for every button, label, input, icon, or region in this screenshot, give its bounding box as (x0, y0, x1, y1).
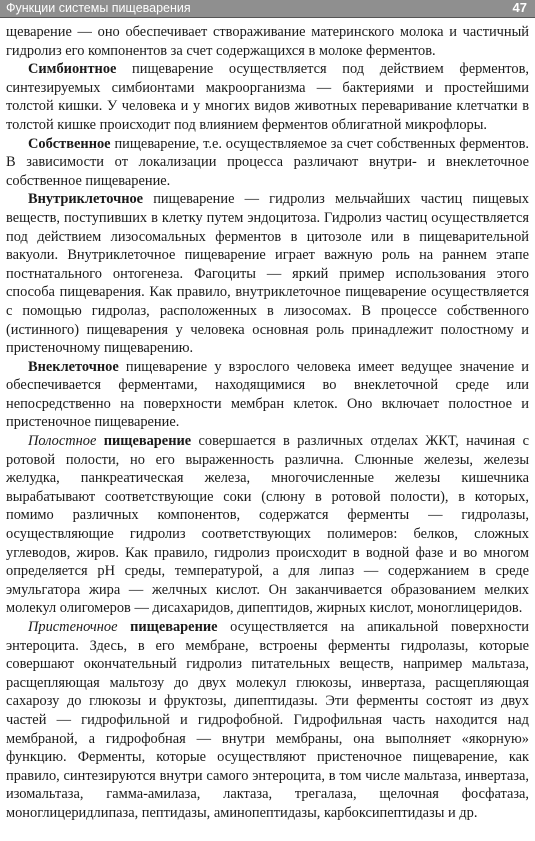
paragraph-intracellular (6, 190, 529, 357)
paragraph-parietal (6, 618, 529, 823)
running-header (0, 0, 535, 18)
paragraph-text: пищеварение, т.е. осуществляемое за счет собственных ферментов. В зависимости от локализации процесса различают внутри- и внеклеточное собственное пищеварение. (6, 135, 529, 189)
term-cavity: Полостное (28, 433, 97, 450)
paragraph-text: пищеварение у взрослого человека имеет ведущее значение и обеспечивается ферментами, находящимися во внеклеточной среде или непосредственно на поверхности мембран клеток. Оно включает полостное и пристеночное пищеварение. (6, 358, 529, 431)
term-extracellular: Внеклеточное (28, 358, 119, 375)
paragraph-text: пищеварение осуществляется под действием ферментов, синтезируемых симбионтами макроорганизма — бактериями и простейшими толстой кишки. У человека и у многих видов животных переваривание клетчатки в толстой кишке происходит под влиянием ферментов облигатной микрофлоры. (6, 61, 529, 133)
paragraph-text: пищеварение — гидролиз мельчайших частиц пищевых веществ, поступивших в клетку путем эндоцитоза. Гидролиз частиц осуществляется под действием лизосомальных ферментов в цитозоле или в пищеварительной вакуоли. Внутриклеточное пищеварение играет важную роль на раннем этапе постнатального онтогенеза. Фагоциты — яркий пример использования этого способа пищеварения. Как правило, внутриклеточное пищеварение осуществляется с помощью гидролаз, расположенных в лизосомах. В процессе собственного (истинного) пищеварения у человека основная роль принадлежит полостному и пристеночному пищеварению. (6, 191, 529, 357)
term-intracellular: Внутриклеточное (28, 191, 144, 208)
term-symbiont: Симбионтное (28, 61, 117, 78)
paragraph-text: щеварение — оно обеспечивает створаживание материнского молока и частичный гидролиз его компонентов за счет содержащихся в молоке ферментов. (6, 24, 529, 59)
paragraph-own (6, 135, 529, 191)
header-title: Функции системы пищеварения (6, 1, 191, 15)
paragraph-extracellular (6, 358, 529, 432)
term-own: Собственное (28, 135, 111, 152)
body-text (6, 23, 529, 823)
term-digestion: пищеварение (117, 619, 218, 635)
paragraph-text: совершается в различных отделах ЖКТ, начиная с ротовой полости, но его выраженность различна. Слюнные железы, железы желудка, панкреатическая железа, многочисленные железы кишечника вырабатывают соответствующие соки (слюну в ротовой полости), в которых, помимо различных компонентов, содержатся ферменты — гидролазы, осуществляющие гидролиз соответствующих полимеров: белков, сложных углеводов, жиров. Как правило, гидролиз происходит в водной фазе и во многом определяется pH среды, температурой, а для липаз — содержанием в среде эмульгатора жира — желчных кислот. Он заканчивается образованием мелких молекул олигомеров — дисахаридов, дипептидов, жирных кислот, моноглицеридов. (6, 433, 529, 617)
paragraph-continuation (6, 23, 529, 60)
page-number: 47 (512, 0, 527, 15)
paragraph-cavity (6, 432, 529, 618)
paragraph-symbiont (6, 60, 529, 134)
paragraph-text: осуществляется на апикальной поверхности энтероцита. Здесь, в его мембране, встроены ферменты гидролазы, которые совершают окончательный гидролиз питательных веществ, например мальтаза, расщепляющая мальтозу до двух молекул глюкозы, инвертаза, расщепляющая сахарозу до глюкозы и фруктозы, дипептидазы. Эти ферменты состоят из двух частей — гидрофильной и гидрофобной. Гидрофильная часть находится над мембраной, а гидрофобная — внутри мембраны, она выполняет «якорную» функцию. Ферменты, которые осуществляют пристеночное пищеварение, как правило, синтезируются внутри самого энтероцита, в том числе мальтаза, инвертаза, изомальтаза, гамма-амилаза, лактаза, трегалаза, щелочная фосфатаза, моноглицеридлипаза, пептидазы, аминопептидазы, карбоксипептидазы и др. (6, 619, 529, 821)
term-digestion: пищеварение (96, 433, 192, 450)
term-parietal: Пристеночное (28, 619, 118, 635)
